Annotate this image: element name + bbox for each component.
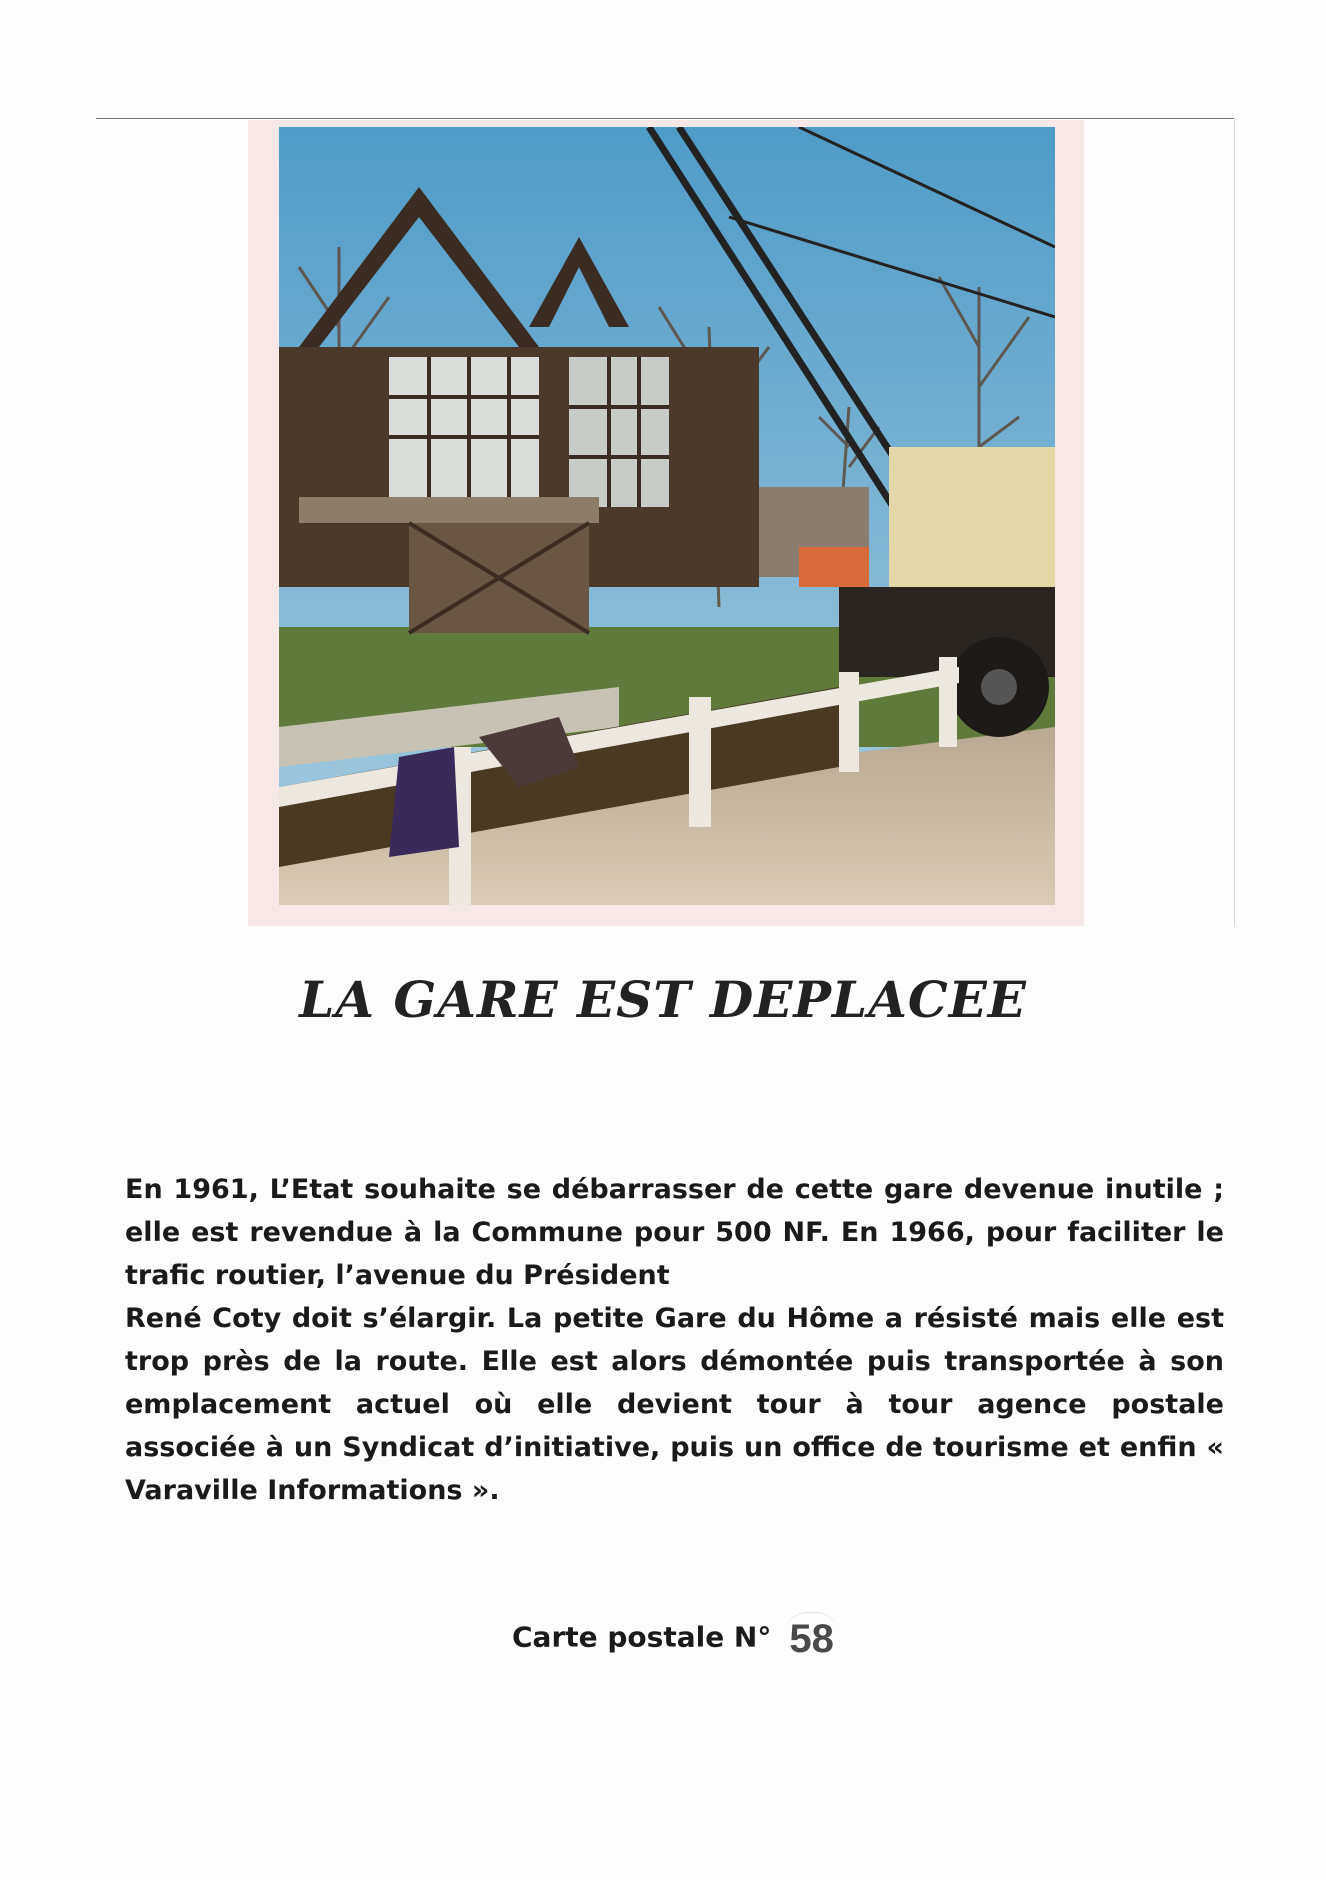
station-photo	[279, 127, 1055, 905]
body-text	[125, 1168, 1224, 1512]
caption-label: Carte postale N°	[512, 1620, 772, 1654]
postcard-caption	[512, 1612, 840, 1662]
photo-crane-dismantling-station-image	[279, 127, 1055, 905]
page-title: LA GARE EST DEPLACEE	[299, 970, 1027, 1029]
right-rule	[1234, 118, 1235, 926]
body-paragraph-1: En 1961, L’Etat souhaite se débarrasser de cette gare devenue inutile ; elle est revendue à la Commune pour 500 NF. En 1966, pour faciliter le trafic routier, l’avenue du Président	[125, 1174, 1224, 1291]
postcard-number: 58	[783, 1612, 840, 1662]
top-rule	[96, 118, 1235, 119]
body-paragraph-2: René Coty doit s’élargir. La petite Gare du Hôme a résisté mais elle est trop près de la route. Elle est alors démontée puis transportée à son emplacement actuel où elle devient tour à tour agence postale associée à un Syndicat d’initiative, puis un office de tourisme et enfin « Varaville Informations ».	[125, 1303, 1224, 1506]
